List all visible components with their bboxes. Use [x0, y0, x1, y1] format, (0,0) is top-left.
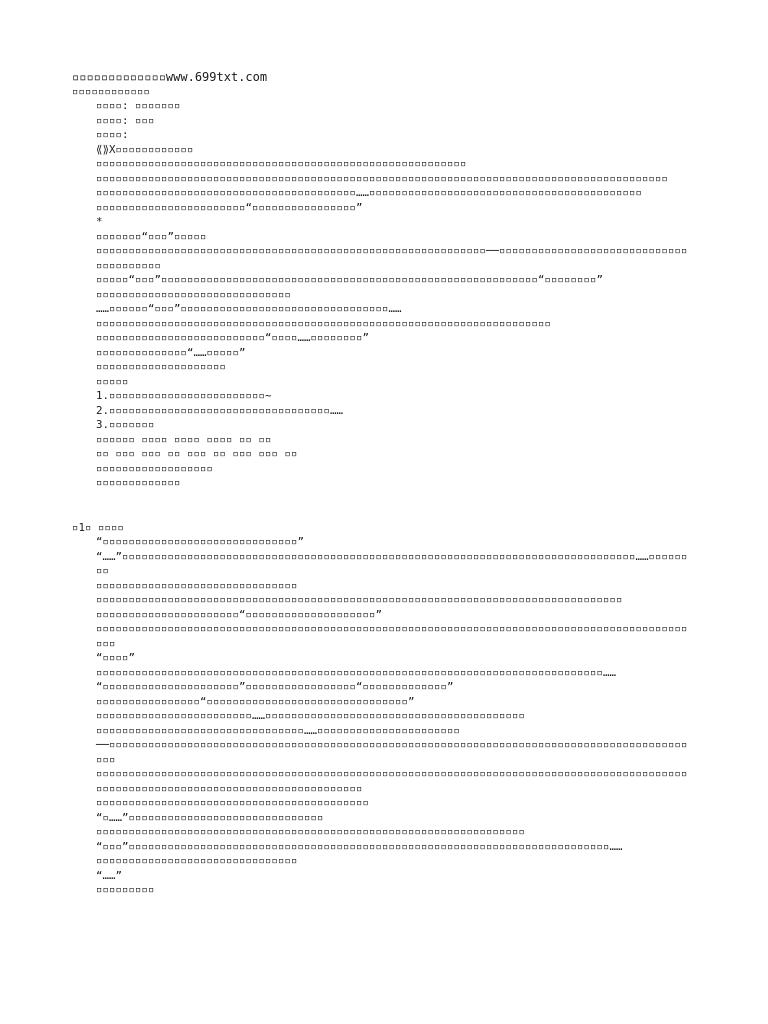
intro-paragraph: ▫▫▫▫▫▫ ▫▫▫▫ ▫▫▫▫ ▫▫▫▫ ▫▫ ▫▫: [96, 432, 272, 446]
chapter-paragraph: “▫▫▫▫▫▫▫▫▫▫▫▫▫▫▫▫▫▫▫▫▫▫▫▫▫▫▫▫▫▫”: [96, 535, 305, 548]
intro-paragraph: ▫▫▫▫▫▫▫▫▫▫▫▫▫▫▫▫▫▫▫▫▫▫▫▫▫▫▫▫▫▫: [96, 287, 292, 301]
chapter-paragraph: ▫▫▫▫▫▫▫▫▫: [96, 883, 155, 896]
intro-paragraph: ▫▫▫▫▫▫▫▫▫▫▫▫▫▫▫▫▫▫: [96, 461, 214, 475]
chapter-paragraph: ▫▫▫▫▫▫▫▫▫▫▫▫▫▫▫▫▫▫▫▫▫▫“▫▫▫▫▫▫▫▫▫▫▫▫▫▫▫▫▫▫▫▫”: [96, 607, 383, 621]
chapter-paragraph: ▫▫▫▫▫▫▫▫▫▫▫▫▫▫▫▫▫▫▫▫▫▫▫▫▫▫▫▫▫▫▫▫▫▫▫▫▫▫▫▫▫▫▫▫▫▫▫▫▫▫▫▫▫▫▫▫▫▫▫▫▫▫▫▫▫▫▫▫▫▫▫▫▫▫▫▫▫▫▫▫▫▫▫▫▫▫▫▫▫▫▫▫▫▫▫▫▫▫▫▫▫▫▫▫▫▫▫▫▫▫▫▫▫▫▫▫▫▫▫▫▫▫▫▫▫▫▫▫▫▫▫▫: [96, 767, 688, 795]
intro-paragraph: ▫▫▫▫▫▫▫▫▫▫▫▫▫▫▫▫▫▫▫▫▫▫▫▫▫▫“▫▫▫▫……▫▫▫▫▫▫▫▫”: [96, 331, 370, 344]
intro-paragraph: 1.▫▫▫▫▫▫▫▫▫▫▫▫▫▫▫▫▫▫▫▫▫▫▫▫~: [96, 389, 272, 402]
intro-paragraph: ▫▫ ▫▫▫ ▫▫▫ ▫▫ ▫▫▫ ▫▫ ▫▫▫ ▫▫▫ ▫▫: [96, 447, 298, 460]
chapter-paragraph: “▫▫▫▫▫▫▫▫▫▫▫▫▫▫▫▫▫▫▫▫▫”▫▫▫▫▫▫▫▫▫▫▫▫▫▫▫▫▫“▫▫▫▫▫▫▫▫▫▫▫▫▫”: [96, 680, 454, 693]
book-title-line: ▫▫▫▫▫▫▫▫▫▫▫▫: [72, 84, 151, 98]
section-gap: [72, 491, 692, 521]
intro-paragraph: 2.▫▫▫▫▫▫▫▫▫▫▫▫▫▫▫▫▫▫▫▫▫▫▫▫▫▫▫▫▫▫▫▫▫▫……: [96, 403, 344, 417]
intro-paragraph: ▫▫▫▫▫: [96, 374, 129, 388]
intro-paragraph: ▫▫▫▫▫▫▫▫▫▫▫▫▫: [96, 476, 181, 489]
intro-paragraph: ▫▫▫▫▫▫▫▫▫▫▫▫▫▫▫▫▫▫▫▫▫▫▫▫▫▫▫▫▫▫▫▫▫▫▫▫▫▫▫▫▫▫▫▫▫▫▫▫▫▫▫▫▫▫▫▫▫▫▫▫──▫▫▫▫▫▫▫▫▫▫▫▫▫▫▫▫▫▫▫▫▫▫▫▫▫▫▫▫▫▫▫▫▫▫▫▫▫▫▫: [96, 244, 688, 272]
chapter-paragraph: ▫▫▫▫▫▫▫▫▫▫▫▫▫▫▫▫“▫▫▫▫▫▫▫▫▫▫▫▫▫▫▫▫▫▫▫▫▫▫▫▫▫▫▫▫▫▫▫”: [96, 694, 415, 708]
chapter-paragraph: ──▫▫▫▫▫▫▫▫▫▫▫▫▫▫▫▫▫▫▫▫▫▫▫▫▫▫▫▫▫▫▫▫▫▫▫▫▫▫▫▫▫▫▫▫▫▫▫▫▫▫▫▫▫▫▫▫▫▫▫▫▫▫▫▫▫▫▫▫▫▫▫▫▫▫▫▫▫▫▫▫▫▫▫▫▫▫▫▫▫▫▫▫: [96, 738, 688, 766]
meta-tags-line: ▫▫▫▫:: [96, 128, 129, 141]
intro-paragraph: ▫▫▫▫▫▫▫▫▫▫▫▫▫▫▫▫▫▫▫▫▫▫▫▫▫▫▫▫▫▫▫▫▫▫▫▫▫▫▫▫……▫▫▫▫▫▫▫▫▫▫▫▫▫▫▫▫▫▫▫▫▫▫▫▫▫▫▫▫▫▫▫▫▫▫▫▫▫▫▫▫▫▫: [96, 186, 643, 199]
intro-paragraph: ▫▫▫▫▫▫▫▫▫▫▫▫▫▫▫▫▫▫▫▫: [96, 360, 227, 373]
intro-paragraph: ▫▫▫▫▫▫▫▫▫▫▫▫▫▫“……▫▫▫▫▫”: [96, 345, 246, 359]
chapter-paragraph: “▫▫▫”▫▫▫▫▫▫▫▫▫▫▫▫▫▫▫▫▫▫▫▫▫▫▫▫▫▫▫▫▫▫▫▫▫▫▫▫▫▫▫▫▫▫▫▫▫▫▫▫▫▫▫▫▫▫▫▫▫▫▫▫▫▫▫▫▫▫▫▫▫▫▫▫▫▫……: [96, 839, 623, 853]
intro-paragraph: 3.▫▫▫▫▫▫▫: [96, 418, 155, 431]
intro-paragraph: ▫▫▫▫▫▫▫▫▫▫▫▫▫▫▫▫▫▫▫▫▫▫▫▫▫▫▫▫▫▫▫▫▫▫▫▫▫▫▫▫▫▫▫▫▫▫▫▫▫▫▫▫▫▫▫▫▫▫▫▫▫▫▫▫▫▫▫▫▫▫▫▫▫▫▫▫▫▫▫▫▫▫▫▫▫▫▫▫: [96, 171, 669, 185]
chapter-paragraph: “▫……”▫▫▫▫▫▫▫▫▫▫▫▫▫▫▫▫▫▫▫▫▫▫▫▫▫▫▫▫▫▫: [96, 810, 324, 824]
chapter-paragraph: ▫▫▫▫▫▫▫▫▫▫▫▫▫▫▫▫▫▫▫▫▫▫▫▫▫▫▫▫▫▫▫▫▫▫▫▫▫▫▫▫▫▫▫▫▫▫▫▫▫▫▫▫▫▫▫▫▫▫▫▫▫▫▫▫▫▫▫▫▫▫▫▫▫▫▫▫▫▫▫▫▫▫▫▫▫▫▫▫▫▫▫▫▫▫: [96, 622, 688, 650]
chapter-paragraph: ▫▫▫▫▫▫▫▫▫▫▫▫▫▫▫▫▫▫▫▫▫▫▫▫▫▫▫▫▫▫▫▫▫▫▫▫▫▫▫▫▫▫▫▫▫▫▫▫▫▫▫▫▫▫▫▫▫▫▫▫▫▫▫▫▫▫: [96, 825, 526, 838]
intro-paragraph: ▫▫▫▫▫▫▫▫▫▫▫▫▫▫▫▫▫▫▫▫▫▫▫▫▫▫▫▫▫▫▫▫▫▫▫▫▫▫▫▫▫▫▫▫▫▫▫▫▫▫▫▫▫▫▫▫▫: [96, 157, 467, 170]
intro-paragraph: ▫▫▫▫▫▫▫“▫▫▫”▫▫▫▫▫: [96, 229, 207, 243]
chapter-body: [72, 535, 692, 898]
chapter-paragraph: “……”: [96, 868, 123, 882]
chapter-paragraph: ▫▫▫▫▫▫▫▫▫▫▫▫▫▫▫▫▫▫▫▫▫▫▫▫▫▫▫▫▫▫▫: [96, 854, 298, 867]
intro-paragraph: ▫▫▫▫▫▫▫▫▫▫▫▫▫▫▫▫▫▫▫▫▫▫▫▫▫▫▫▫▫▫▫▫▫▫▫▫▫▫▫▫▫▫▫▫▫▫▫▫▫▫▫▫▫▫▫▫▫▫▫▫▫▫▫▫▫▫▫▫▫▫: [96, 316, 552, 330]
site-header-line: ▫▫▫▫▫▫▫▫▫▫▫▫▫www.699txt.com: [72, 70, 268, 84]
meta-category-line: ▫▫▫▫: ▫▫▫: [96, 113, 155, 127]
chapter-paragraph: “……”▫▫▫▫▫▫▫▫▫▫▫▫▫▫▫▫▫▫▫▫▫▫▫▫▫▫▫▫▫▫▫▫▫▫▫▫▫▫▫▫▫▫▫▫▫▫▫▫▫▫▫▫▫▫▫▫▫▫▫▫▫▫▫▫▫▫▫▫▫▫▫▫▫▫▫▫▫▫▫……▫▫▫▫▫▫▫▫: [96, 549, 688, 577]
chapter-paragraph: ▫▫▫▫▫▫▫▫▫▫▫▫▫▫▫▫▫▫▫▫▫▫▫▫▫▫▫▫▫▫▫▫▫▫▫▫▫▫▫▫▫▫: [96, 796, 370, 809]
chapter-paragraph: ▫▫▫▫▫▫▫▫▫▫▫▫▫▫▫▫▫▫▫▫▫▫▫▫▫▫▫▫▫▫▫: [96, 578, 298, 592]
intro-paragraph: ▫▫▫▫▫▫▫▫▫▫▫▫▫▫▫▫▫▫▫▫▫▫▫“▫▫▫▫▫▫▫▫▫▫▫▫▫▫▫▫”: [96, 200, 363, 214]
chapter-paragraph: ▫▫▫▫▫▫▫▫▫▫▫▫▫▫▫▫▫▫▫▫▫▫▫▫……▫▫▫▫▫▫▫▫▫▫▫▫▫▫▫▫▫▫▫▫▫▫▫▫▫▫▫▫▫▫▫▫▫▫▫▫▫▫▫▫: [96, 709, 526, 722]
chapter-paragraph: ▫▫▫▫▫▫▫▫▫▫▫▫▫▫▫▫▫▫▫▫▫▫▫▫▫▫▫▫▫▫▫▫▫▫▫▫▫▫▫▫▫▫▫▫▫▫▫▫▫▫▫▫▫▫▫▫▫▫▫▫▫▫▫▫▫▫▫▫▫▫▫▫▫▫▫▫▫▫▫▫▫: [96, 593, 623, 606]
intro-section: [72, 157, 692, 491]
intro-paragraph: ……▫▫▫▫▫▫“▫▫▫”▫▫▫▫▫▫▫▫▫▫▫▫▫▫▫▫▫▫▫▫▫▫▫▫▫▫▫▫▫▫▫▫……: [96, 302, 402, 315]
intro-paragraph: ▫▫▫▫▫“▫▫▫”▫▫▫▫▫▫▫▫▫▫▫▫▫▫▫▫▫▫▫▫▫▫▫▫▫▫▫▫▫▫▫▫▫▫▫▫▫▫▫▫▫▫▫▫▫▫▫▫▫▫▫▫▫▫▫▫▫▫“▫▫▫▫▫▫▫▫”: [96, 273, 604, 286]
document-page: [72, 70, 692, 898]
intro-paragraph: *: [96, 215, 103, 228]
chapter-paragraph: ▫▫▫▫▫▫▫▫▫▫▫▫▫▫▫▫▫▫▫▫▫▫▫▫▫▫▫▫▫▫▫▫……▫▫▫▫▫▫▫▫▫▫▫▫▫▫▫▫▫▫▫▫▫▫: [96, 723, 461, 737]
chapter-paragraph: ▫▫▫▫▫▫▫▫▫▫▫▫▫▫▫▫▫▫▫▫▫▫▫▫▫▫▫▫▫▫▫▫▫▫▫▫▫▫▫▫▫▫▫▫▫▫▫▫▫▫▫▫▫▫▫▫▫▫▫▫▫▫▫▫▫▫▫▫▫▫▫▫▫▫▫▫▫▫……: [96, 665, 617, 679]
meta-author-line: ▫▫▫▫: ▫▫▫▫▫▫▫: [96, 99, 181, 112]
chapter-paragraph: “▫▫▫▫”: [96, 651, 136, 664]
chapter-title: ▫1▫ ▫▫▫▫: [72, 520, 125, 534]
meta-cp-line: ⟪⟫X▫▫▫▫▫▫▫▫▫▫▫▫: [96, 142, 194, 156]
